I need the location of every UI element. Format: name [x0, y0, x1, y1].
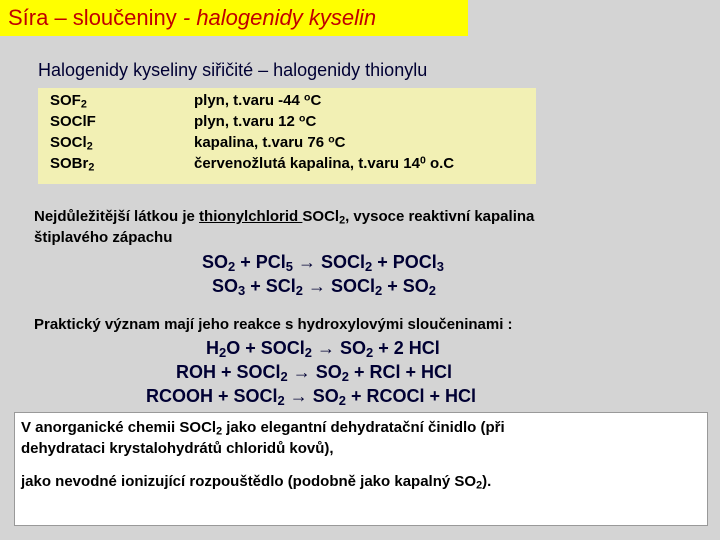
thionylchloride-term: thionylchlorid — [199, 208, 303, 225]
title-main: Síra – sloučeniny — [8, 5, 177, 30]
compound-properties: plyn, t.varu -44 $^o$C — [194, 91, 322, 109]
reaction-equation: ROH + SOCl$_2$ → $SO_2$ + RCl + HCl — [176, 362, 453, 385]
compound-properties: kapalina, t.varu 76 $^o$C — [194, 133, 346, 151]
compound-formula: $SOF_2$ — [50, 92, 87, 111]
compound-row — [38, 113, 536, 133]
title-italic: - halogenidy kyselin — [176, 5, 377, 30]
important-line: Nejdůležitější látkou je thionylchlorid SOCl$_2$, vysoce reaktivní kapalina — [34, 208, 535, 227]
compound-formula: SOCl$_2$ — [50, 134, 93, 153]
compound-row — [38, 134, 536, 154]
important-line-2: štiplavého zápachu — [34, 229, 173, 246]
compound-table — [38, 88, 536, 184]
reaction-equation: RCOOH + SOCl$_2$ → $SO_2$ + RCOCl + HCl — [146, 386, 477, 409]
subtitle: Halogenidy kyseliny siřičité – halogenidy thionylu — [38, 60, 428, 80]
compound-properties: plyn, t.varu 12 $^o$C — [194, 112, 317, 130]
compound-properties: červenožlutá kapalina, t.varu $14^0$ o.C — [194, 154, 455, 172]
reaction-equation: $SO_3 + SCl_2$ → SOCl$_2$ + $SO_2$ — [212, 276, 436, 299]
note-line: V anorganické chemii SOCl$_2$ jako elegantní dehydratační činidlo (při — [21, 419, 505, 438]
note-line: jako nevodné ionizující rozpouštědlo (podobně jako kapalný $SO_2$). — [21, 473, 492, 492]
compound-row — [38, 92, 536, 112]
compound-row — [38, 155, 536, 175]
reaction-equation: $H_2O$ + SOCl$_2$ → $SO_2 + 2$ HCl — [206, 338, 440, 361]
note-box — [14, 412, 708, 526]
practical-line: Praktický význam mají jeho reakce s hydroxylovými sloučeninami : — [34, 316, 513, 333]
compound-formula: SOClF — [50, 113, 96, 130]
reaction-equation: $SO_2 + PCl_5$ → SOCl$_2$ + POCl$_3$ — [202, 252, 444, 275]
note-line: dehydrataci krystalohydrátů chloridů kovů), — [21, 440, 334, 457]
slide-title — [0, 0, 468, 36]
compound-formula: SOBr$_2$ — [50, 155, 95, 174]
